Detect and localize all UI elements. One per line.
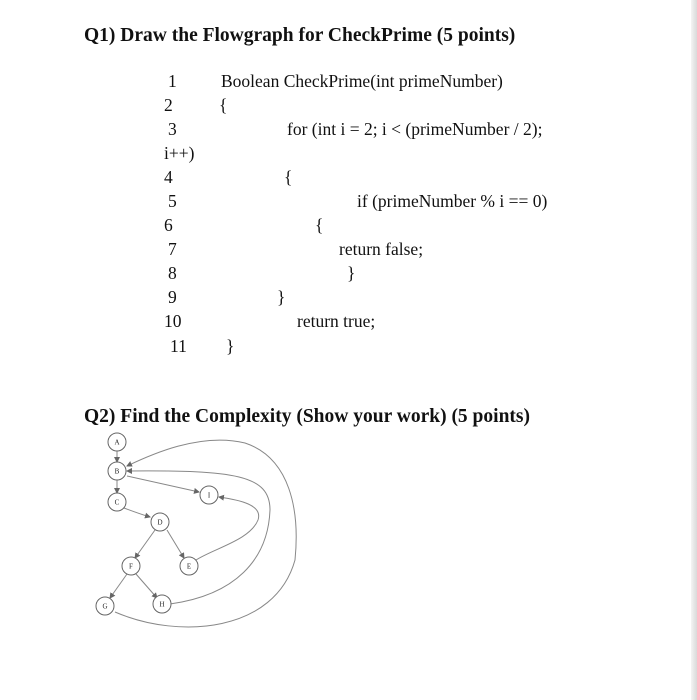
- edge-f-h: [136, 574, 157, 598]
- node-label-i: I: [207, 491, 211, 500]
- edge-d-e: [167, 530, 184, 558]
- node-label-d: D: [157, 518, 163, 527]
- line-wrap-text: i++): [164, 143, 195, 163]
- line-number-2: 2: [164, 95, 173, 115]
- code-line-8: }: [347, 263, 356, 283]
- code-line-2: {: [219, 95, 228, 115]
- code-line-6: {: [315, 215, 324, 235]
- edge-f-g: [110, 574, 127, 598]
- code-line-3: for (int i = 2; i < (primeNumber / 2);: [287, 119, 543, 139]
- edge-b-i: [127, 476, 199, 492]
- code-line-1: Boolean CheckPrime(int primeNumber): [221, 71, 503, 91]
- edge-h-b: [127, 471, 270, 604]
- code-line-4: {: [284, 167, 293, 187]
- node-label-b: B: [114, 467, 120, 476]
- line-number-8: 8: [168, 263, 177, 283]
- q2-heading: Q2) Find the Complexity (Show your work) (5 points): [84, 406, 530, 427]
- code-line-7: return false;: [339, 239, 424, 259]
- line-number-7: 7: [168, 239, 177, 259]
- node-label-e: E: [186, 562, 192, 571]
- code-line-10: return true;: [297, 311, 376, 331]
- q1-heading: Q1) Draw the Flowgraph for CheckPrime (5 points): [84, 25, 516, 46]
- code-line-11: }: [226, 336, 235, 356]
- node-label-c: C: [114, 498, 120, 507]
- line-number-10: 10: [164, 311, 182, 331]
- node-label-h: H: [159, 600, 165, 609]
- node-label-f: F: [129, 562, 133, 571]
- node-label-g: G: [102, 602, 108, 611]
- line-number-9: 9: [168, 287, 177, 307]
- line-number-3: 3: [168, 119, 177, 139]
- edge-c-d: [124, 508, 150, 517]
- line-number-5: 5: [168, 191, 177, 211]
- line-number-6: 6: [164, 215, 173, 235]
- node-label-a: A: [114, 438, 120, 447]
- line-number-1: 1: [168, 71, 177, 91]
- line-number-4: 4: [164, 167, 173, 187]
- code-line-9: }: [277, 287, 286, 307]
- code-line-5: if (primeNumber % i == 0): [357, 191, 548, 211]
- line-number-11: 11: [170, 336, 187, 356]
- edge-g-b: [115, 440, 296, 627]
- edge-d-f: [135, 530, 155, 558]
- edge-e-i: [196, 497, 259, 560]
